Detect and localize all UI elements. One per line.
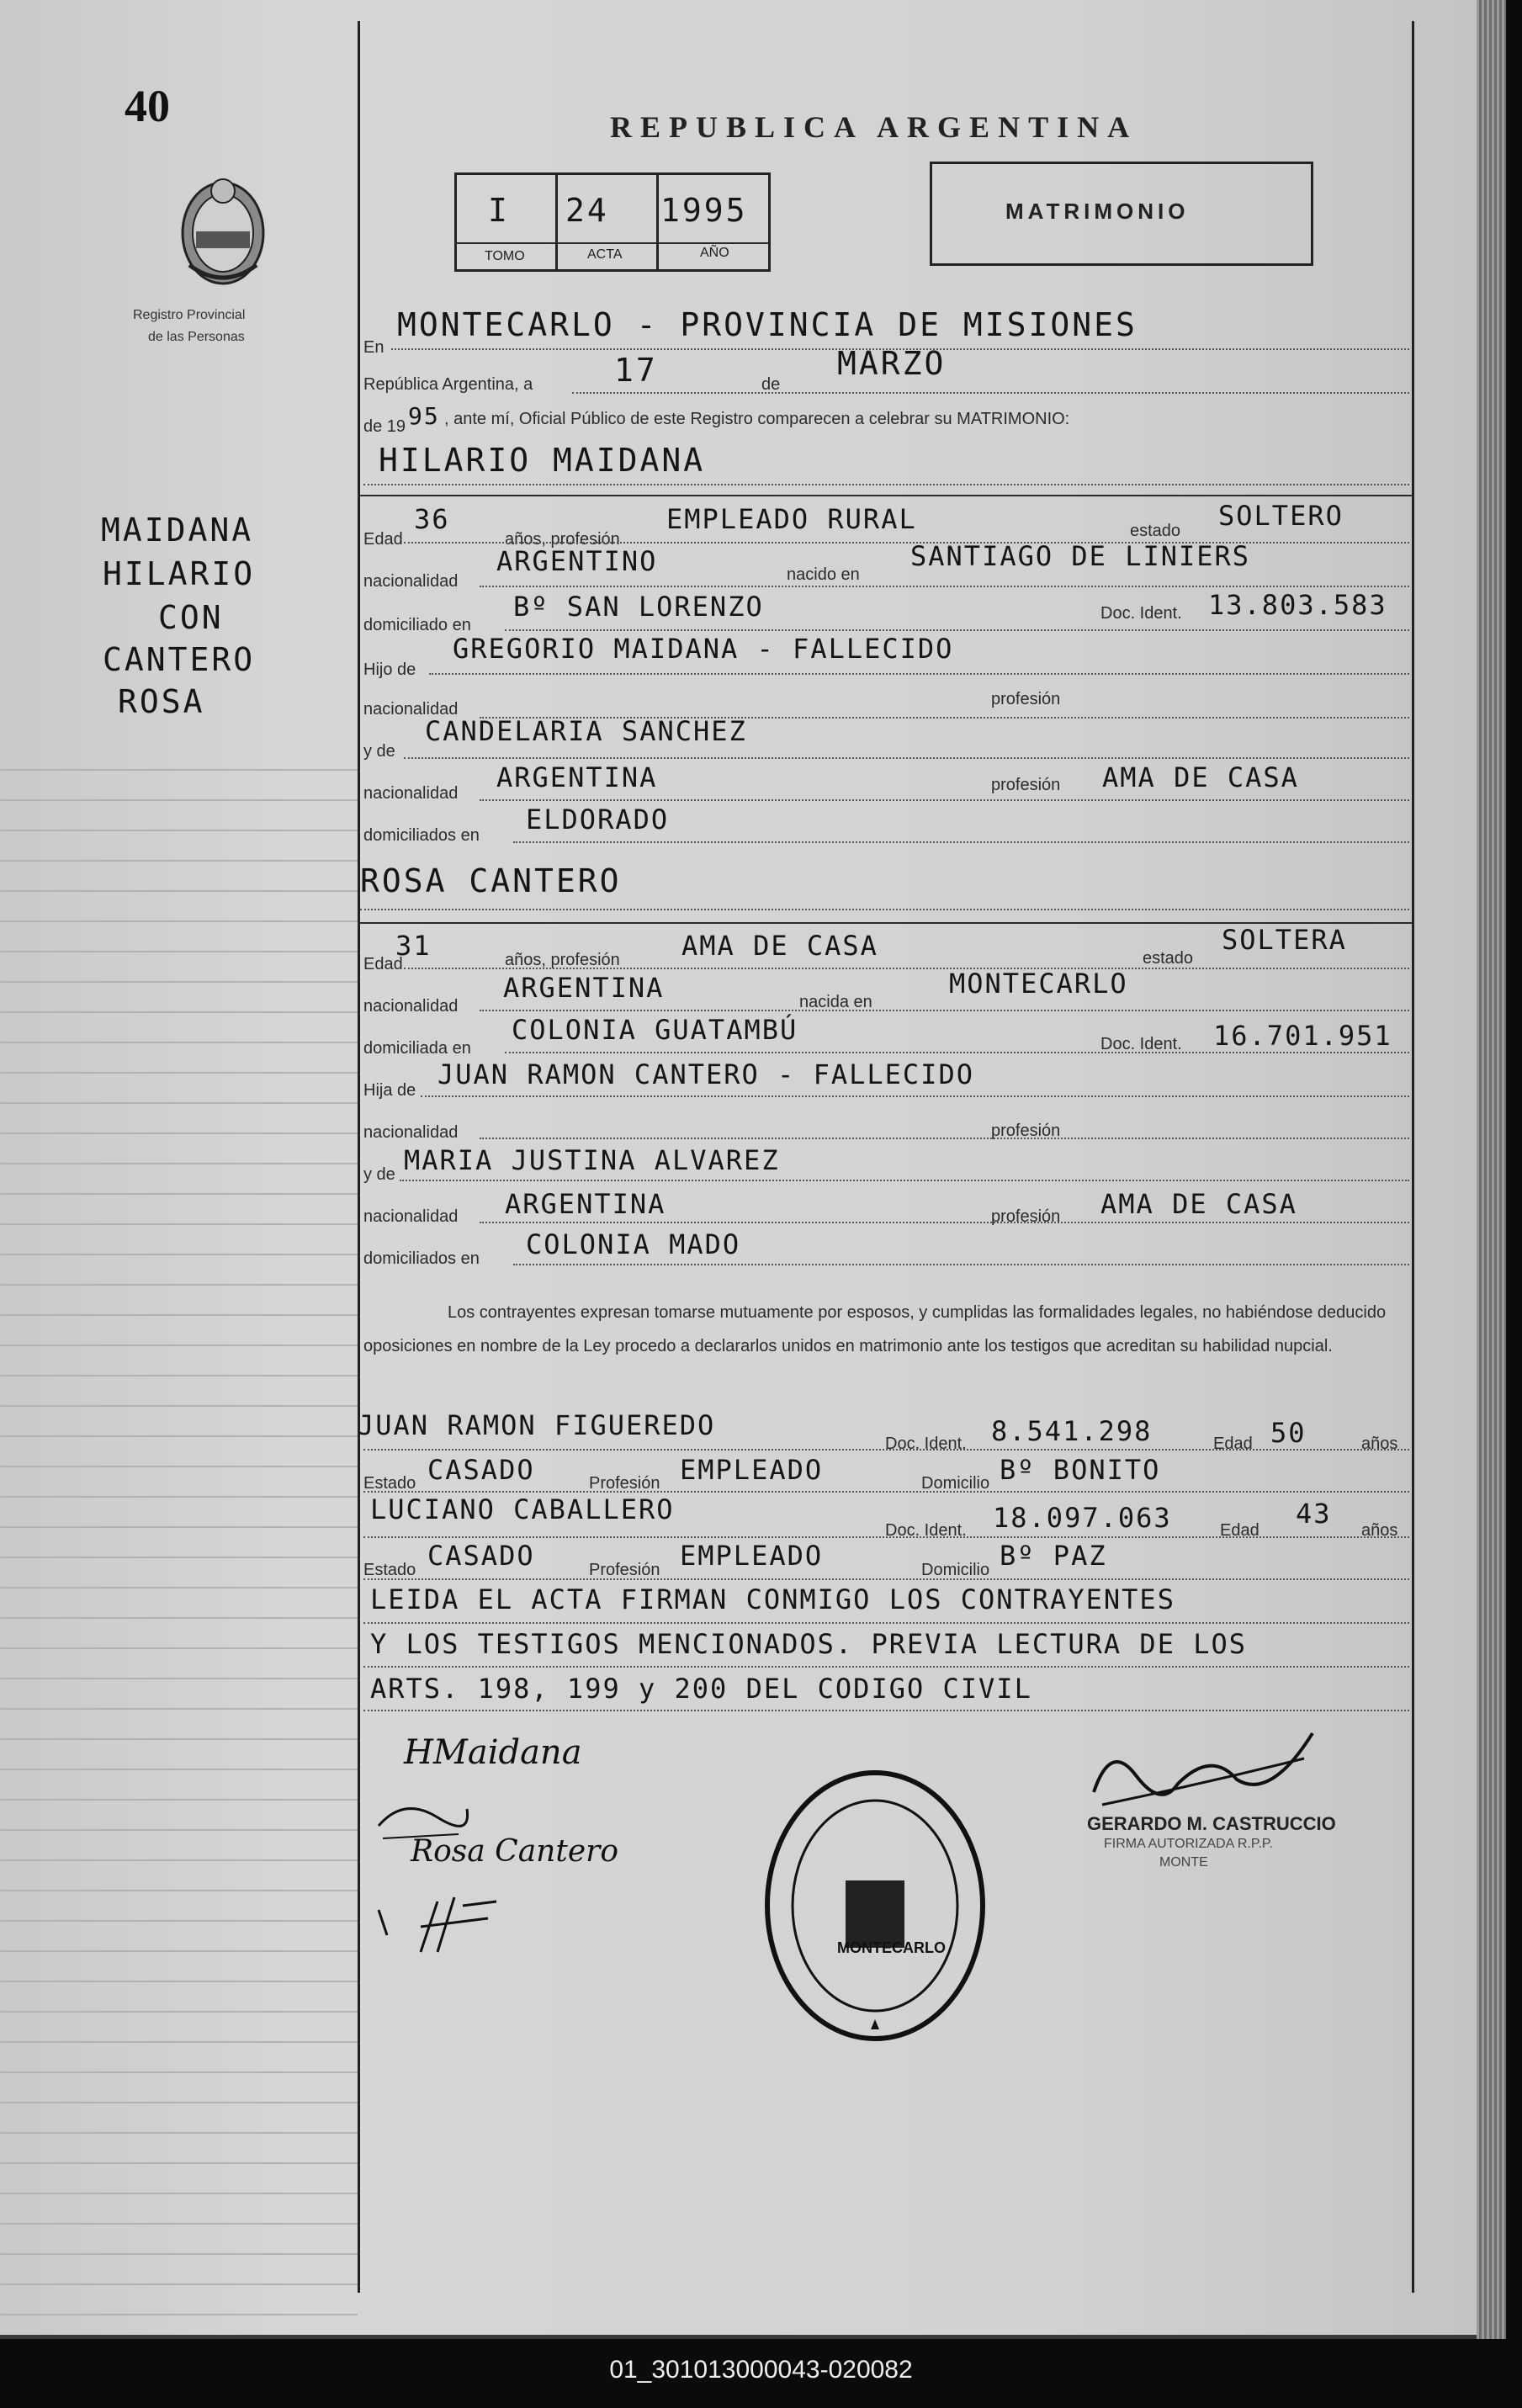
closing-rule-3 [363,1710,1409,1711]
witness-2-name: LUCIANO CABALLERO [370,1493,675,1525]
bride-estado: SOLTERA [1222,924,1347,956]
witness-2-estado-label: Estado [363,1561,416,1579]
witness-1-doc-label: Doc. Ident. [885,1435,967,1453]
margin-note-line-5: ROSA [118,683,205,720]
bride-padres-dom: COLONIA MADO [526,1228,741,1260]
witness-signature-mark [370,1885,555,1960]
witness-2-edad: 43 [1296,1498,1332,1530]
bride-madre-prof-label: profesión [991,1207,1061,1226]
bride-yde-label: y de [363,1165,395,1184]
bride-hija-label: Hija de [363,1081,416,1100]
bride-edad-label: Edad [363,955,403,973]
groom-nacionalidad: ARGENTINO [496,545,658,577]
margin-ruled-lines [0,740,358,2322]
bride-profesion-label: años, profesión [505,951,620,969]
groom-nacido-label: nacido en [787,565,860,584]
groom-profesion-label: años, profesión [505,530,620,549]
witness-1-anos-label: años [1361,1435,1398,1453]
official-title: FIRMA AUTORIZADA R.P.P. [1104,1837,1273,1851]
bride-line-7 [480,1222,1409,1223]
witness-2-doc: 18.097.063 [993,1502,1172,1534]
bride-edad: 31 [395,930,432,962]
groom-padre: GREGORIO MAIDANA - FALLECIDO [453,633,954,665]
witness-1-estado: CASADO [427,1454,535,1486]
footer-code: 01_301013000043-020082 [609,2356,913,2384]
ano-label: AÑO [700,246,729,260]
bride-line-1 [404,968,1409,969]
bride-nacionalidad: ARGENTINA [503,972,665,1004]
place-value: MONTECARLO - PROVINCIA DE MISIONES [397,306,1138,343]
bride-doc-label: Doc. Ident. [1100,1035,1182,1053]
official-name: GERARDO M. CASTRUCCIO [1087,1813,1336,1834]
box-divider-1 [555,172,558,269]
seal-city: MONTECARLO [837,1939,946,1956]
bride-line-8 [513,1264,1409,1265]
bride-padre: JUAN RAMON CANTERO - FALLECIDO [438,1058,974,1090]
witness-1-line-2 [363,1491,1409,1493]
groom-separator [360,495,1412,496]
witness-1-name: JUAN RAMON FIGUEREDO [358,1409,716,1441]
groom-padres-dom: ELDORADO [526,804,670,835]
witness-1-profesion: EMPLEADO [680,1454,824,1486]
witness-2-doc-label: Doc. Ident. [885,1521,967,1540]
bride-madre-prof: AMA DE CASA [1100,1188,1297,1220]
bride-padre-prof-label: profesión [991,1122,1061,1140]
groom-profesion: EMPLEADO RURAL [666,503,917,535]
witness-1-edad-label: Edad [1213,1435,1253,1453]
groom-padre-nac-label: nacionalidad [363,700,459,719]
bride-doc: 16.701.951 [1213,1020,1392,1052]
groom-line-6 [404,757,1409,759]
witness-1-line-1 [363,1449,1409,1451]
box-divider-2 [656,172,659,269]
witness-2-line-2 [363,1578,1409,1580]
groom-nacido: SANTIAGO DE LINIERS [910,540,1251,572]
bride-signature: Rosa Cantero [411,1834,619,1869]
witness-2-profesion-label: Profesión [589,1561,660,1579]
groom-edad-label: Edad [363,530,403,549]
closing-line-2: Y LOS TESTIGOS MENCIONADOS. PREVIA LECTURA DE LOS [370,1628,1248,1660]
closing-line-3: ARTS. 198, 199 y 200 DEL CODIGO CIVIL [370,1673,1032,1705]
witness-1-domicilio: Bº BONITO [1000,1454,1161,1486]
de-label: de [761,375,781,394]
tomo-value: I [488,192,510,229]
right-frame-line [1412,21,1414,2293]
bride-madre-nac: ARGENTINA [505,1188,666,1220]
bride-madre-nac-label: nacionalidad [363,1207,459,1226]
bride-line-5 [480,1138,1409,1139]
groom-edad: 36 [414,503,450,535]
bride-line-3 [505,1052,1409,1053]
year-prefix: de 19 [363,417,406,436]
republica-label: República Argentina, a [363,375,533,394]
witness-1-domicilio-label: Domicilio [921,1474,990,1493]
groom-line-8 [513,841,1409,843]
groom-padre-prof-label: profesión [991,690,1061,708]
margin-note-line-1: MAIDANA [101,512,254,549]
groom-yde-label: y de [363,742,395,761]
groom-madre-nac: ARGENTINA [496,761,658,793]
closing-line-1: LEIDA EL ACTA FIRMAN CONMIGO LOS CONTRAYENTES [370,1583,1175,1615]
month-value: MARZO [837,345,947,382]
witness-2-domicilio-label: Domicilio [921,1561,990,1579]
bride-domicilio: COLONIA GUATAMBÚ [512,1014,798,1046]
witness-1-profesion-label: Profesión [589,1474,660,1493]
groom-name-line [363,484,1409,485]
groom-signature: HMaidana [404,1733,582,1772]
groom-line-2 [480,586,1409,587]
groom-madre: CANDELARIA SANCHEZ [425,715,747,747]
ano-value: 1995 [660,192,748,229]
registry-line-2: de las Personas [148,330,245,344]
bride-domicilio-label: domiciliada en [363,1039,471,1058]
bride-name-line [360,909,1409,910]
closing-rule-1 [363,1622,1409,1624]
witness-1-doc: 8.541.298 [991,1415,1153,1447]
witness-2-profesion: EMPLEADO [680,1540,824,1572]
coat-of-arms-icon [172,172,273,290]
groom-estado-label: estado [1130,522,1181,540]
page-number: 40 [125,81,170,131]
margin-note-line-2: HILARIO [103,555,256,592]
witness-2-domicilio: Bº PAZ [1000,1540,1107,1572]
record-type: MATRIMONIO [1005,199,1190,224]
witness-1-edad: 50 [1270,1417,1307,1449]
groom-line-7 [480,799,1409,801]
closing-rule-2 [363,1666,1409,1668]
box-label-divider [454,242,768,244]
bride-nacida-label: nacida en [799,993,872,1011]
bride-estado-label: estado [1143,949,1194,968]
bride-padre-nac-label: nacionalidad [363,1123,459,1142]
acta-value: 24 [565,192,609,229]
witness-2-anos-label: años [1361,1521,1398,1540]
groom-line-4 [429,673,1409,675]
groom-line-1 [404,542,1409,544]
left-frame-line [358,21,360,2293]
witness-2-line-1 [363,1536,1409,1538]
groom-doc-label: Doc. Ident. [1100,604,1182,623]
groom-padres-dom-label: domiciliados en [363,826,480,845]
country-title: REPUBLICA ARGENTINA [610,110,1138,144]
groom-doc: 13.803.583 [1208,589,1387,621]
date-line [572,392,1409,394]
witness-2-edad-label: Edad [1220,1521,1259,1540]
groom-name: HILARIO MAIDANA [379,442,706,479]
witness-2-estado: CASADO [427,1540,535,1572]
tomo-label: TOMO [485,249,525,263]
groom-estado: SOLTERO [1218,500,1344,532]
official-office: MONTE [1159,1855,1208,1870]
acta-label: ACTA [587,247,623,262]
bride-line-2 [480,1010,1409,1011]
official-seal-icon [761,1767,989,2045]
bride-name: ROSA CANTERO [360,862,622,899]
declaration-text: Los contrayentes expresan tomarse mutuamente por esposos, y cumplidas las formalidades legales, no habiéndose deducido oposiciones en nombre de la Ley procedo a declararlos unidos en matrimonio ante los testigos que acreditan su habilidad nupcial. [363,1303,1387,1355]
margin-note-line-3: CON [158,599,224,636]
en-label: En [363,338,384,357]
groom-madre-prof-label: profesión [991,776,1061,794]
groom-madre-nac-label: nacionalidad [363,784,459,803]
bride-nacida: MONTECARLO [949,968,1128,1000]
day-value: 17 [614,352,658,389]
bride-madre: MARIA JUSTINA ALVAREZ [404,1144,780,1176]
ante-text: , ante mí, Oficial Público de este Registro comparecen a celebrar su MATRIMONIO: [444,410,1070,428]
bride-line-4 [421,1095,1409,1097]
witness-1-estado-label: Estado [363,1474,416,1493]
groom-domicilio-label: domiciliado en [363,616,471,634]
groom-domicilio: Bº SAN LORENZO [513,591,764,623]
groom-hijo-label: Hijo de [363,660,416,679]
year-suffix: 95 [408,402,440,430]
groom-nacionalidad-label: nacionalidad [363,572,459,591]
groom-line-3 [505,629,1409,631]
page-edge [1477,0,1506,2339]
bride-nacionalidad-label: nacionalidad [363,997,459,1016]
groom-madre-prof: AMA DE CASA [1102,761,1299,793]
bride-profesion: AMA DE CASA [681,930,878,962]
bride-line-6 [400,1180,1409,1181]
registry-line-1: Registro Provincial [133,308,246,322]
bride-padres-dom-label: domiciliados en [363,1249,480,1268]
margin-note-line-4: CANTERO [103,641,256,678]
